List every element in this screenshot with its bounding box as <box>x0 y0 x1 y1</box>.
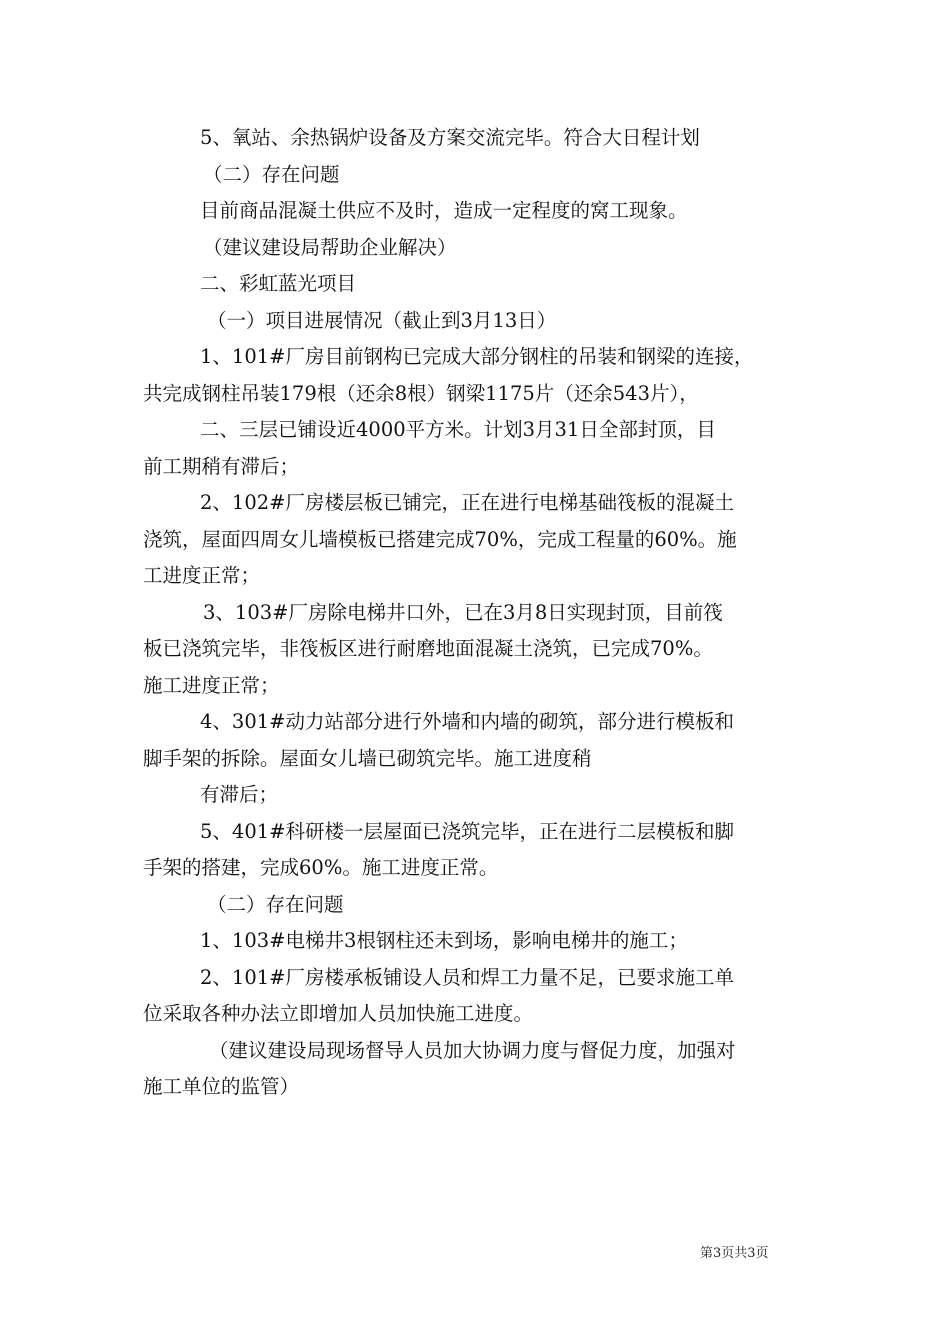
paragraph-line: （建议建设局帮助企业解决） <box>203 235 457 259</box>
paragraph-line: 共完成钢柱吊装179根（还余8根）钢梁1175片（还余543片）， <box>143 381 699 405</box>
paragraph-line: 4、301#动力站部分进行外墙和内墙的砌筑，部分进行模板和 <box>200 710 734 733</box>
paragraph-line: 5、401#科研楼一层屋面已浇筑完毕，正在进行二层模板和脚 <box>200 819 734 843</box>
paragraph-line: 有滞后； <box>200 783 279 806</box>
paragraph-line: 工进度正常； <box>143 564 261 587</box>
section-heading: 二、彩虹蓝光项目 <box>200 272 357 295</box>
page-number-footer: 第3页共3页 <box>700 1246 769 1261</box>
section-heading: （二）存在问题 <box>207 892 344 916</box>
paragraph-line: 1、101#厂房目前钢构已完成大部分钢柱的吊装和钢梁的连接， <box>200 345 754 368</box>
paragraph-line: 手架的搭建，完成60%。施工进度正常。 <box>143 856 499 879</box>
paragraph-line: 前工期稍有滞后； <box>143 454 300 478</box>
paragraph-line: 2、101#厂房楼承板铺设人员和焊工力量不足，已要求施工单 <box>200 965 734 989</box>
paragraph-line: 2、102#厂房楼层板已铺完，正在进行电梯基础筏板的混凝土 <box>200 491 734 514</box>
paragraph-line: 板已浇筑完毕，非筏板区进行耐磨地面混凝土浇筑，已完成70%。 <box>143 637 713 660</box>
paragraph-line: 5、氧站、余热锅炉设备及方案交流完毕。符合大日程计划 <box>200 126 700 149</box>
paragraph-line: 位采取各种办法立即增加人员加快施工进度。 <box>143 1002 534 1025</box>
paragraph-line: 3、103#厂房除电梯井口外，已在3月8日实现封顶，目前筏 <box>203 600 723 624</box>
paragraph-line: （建议建设局现场督导人员加大协调力度与督促力度，加强对 <box>209 1038 736 1062</box>
section-heading: （一）项目进展情况（截止到3月13日） <box>207 308 557 332</box>
paragraph-line: 施工进度正常； <box>143 673 280 697</box>
paragraph-line: 目前商品混凝土供应不及时，造成一定程度的窝工现象。 <box>200 199 688 222</box>
paragraph-line: 1、103#电梯井3根钢柱还未到场，影响电梯井的施工； <box>200 929 688 952</box>
paragraph-line: 施工单位的监管） <box>143 1075 300 1098</box>
paragraph-line: 二、三层已铺设近4000平方米。计划3月31日全部封顶，目 <box>200 418 716 441</box>
document-body <box>143 120 811 1106</box>
section-heading: （二）存在问题 <box>203 162 340 186</box>
paragraph-line: 浇筑，屋面四周女儿墙模板已搭建完成70%，完成工程量的60%。施 <box>143 527 737 551</box>
paragraph-line: 脚手架的拆除。屋面女儿墙已砌筑完毕。施工进度稍 <box>143 746 592 770</box>
